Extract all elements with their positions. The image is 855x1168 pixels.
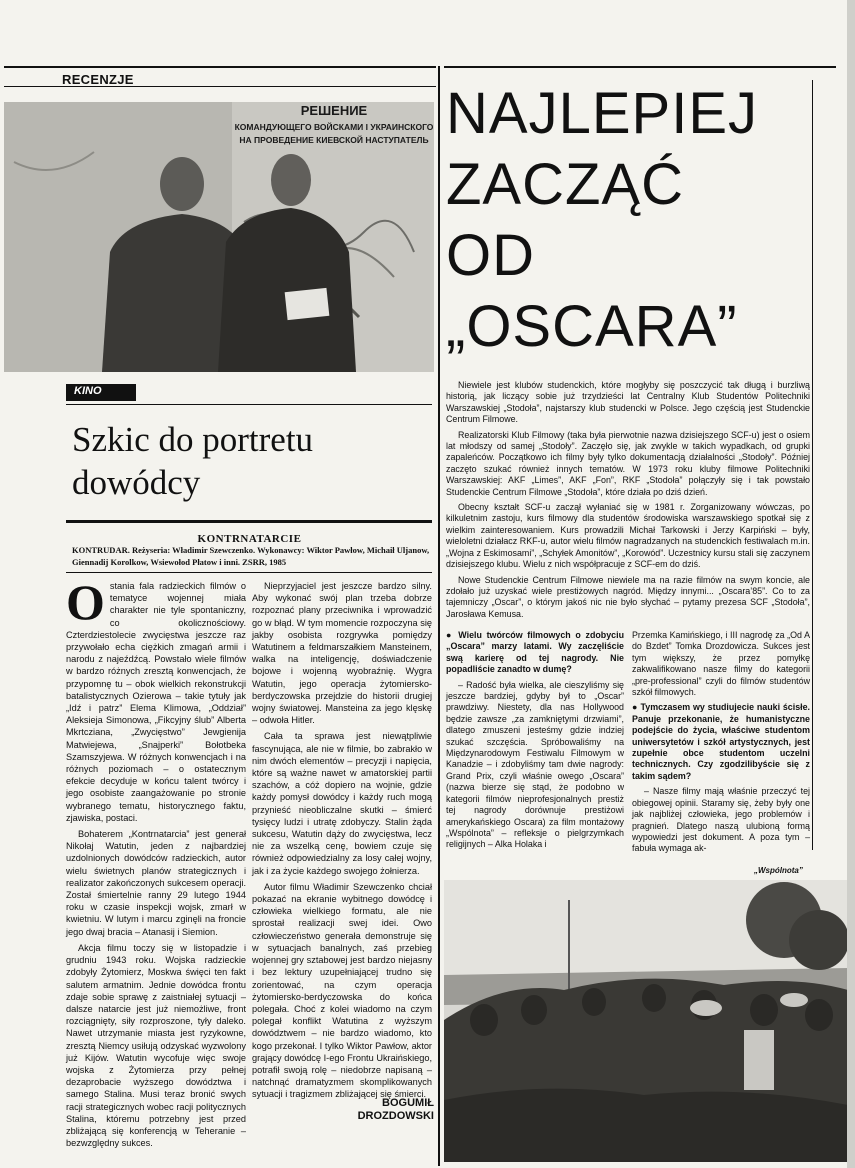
interview-column-2 (632, 630, 810, 859)
interview-column-1 (446, 630, 624, 855)
column-divider (438, 66, 440, 1166)
poster-line-2: КОМАНДУЮЩЕГО ВОЙСКАМИ I УКРАИНСКОГО (234, 122, 434, 132)
interview-headline: NAJLEPIEJ ZACZĄĆ OD „OSCARA” (446, 81, 758, 359)
article-title (72, 418, 422, 504)
review-paragraph: Autor filmu Władimir Szewczenko chciał pokazać na ekranie wybitnego dowódcę i człowieka wielkiego formatu, ale nie sprostał realizacji swej idei. Owo człowieczeństwo generała demonstruje się w sytuacjach banalnych, zaś przebieg wojennej gry sztabowej jest bardzo niejasny i bez lektury uzupełniającej trudno się zorientować, na czym operacja żytomiersko-berdyczowska do końca polegała. Choć z kolei wiadomo na czym polegał konflikt Watutina z wyższym dowództwem – nie bardzo wiadomo, kto kogo przekonał. I tylko Wiktor Pawłow, aktor grający dowódcę I-ego Frontu Ukraińskiego, potrafił swoją rolę – niedobrze napisaną – natchnąć dramatyzmem skomplikowanych sytuacji i tragizmem zbliżającej się śmierci. (252, 881, 432, 1100)
review-paragraph: Nieprzyjaciel jest jeszcze bardzo silny. Aby wykonać swój plan trzeba dobrze rozpoznać plany przeciwnika i wprowadzić go w błąd. W tym momencie rozpoczyna się jakby osobista rozgrywka pomiędzy Watutinem a feldmarszałkiem Mansteinem, walka na inteligencję, doświadczenie bojowe i wojenną wyobraźnię. Wygra Watutin, jego operacja żytomiersko-berdyczowska przejdzie do historii drugiej wojny światowej. Mansteina za jego klęskę – odwoła Hitler. (252, 581, 432, 726)
page-edge (847, 0, 855, 1168)
intro-paragraph: Nowe Studenckie Centrum Filmowe niewiele ma na razie filmów na swym koncie, ale zdołało już uzyskać wiele prestiżowych nagród. Między innymi... „Oscara’85”. Co to za tajemniczy „Oscar”, o którym jakoś nic nie było słychać – pytamy prezesa SCF „Stodoła”, Jarosława Kemusa. (446, 574, 810, 619)
category-label: KINO (66, 384, 136, 401)
credits-rule (66, 572, 432, 573)
review-paragraph: Bohaterem „Kontrnatarcia” jest generał Nikołaj Watutin, jeden z najbardziej uzdolnionych dowódców radzieckich, autor wielu świetnych planów strategicznych i realizator zakończonych sukcesem operacji. Został śmiertelnie ranny 29 lutego 1944 roku w czasie inspekcji wojsk, zmarł w kwietniu. W lutym i marcu zginęli na froncie jego dwaj bracia – Atanasij i Siemion. (66, 829, 246, 937)
interview-answer: Przemka Kamińskiego, i III nagrodę za „Od A do Bzdet” Tomka Drozdowicza. Sukces jest tym większy, że przez pomyłkę zakwalifikowano nasze filmy do kategorii „pre-professional” czyli do filmów studentów szkół filmowych. (632, 630, 810, 698)
interview-answer: – Nasze filmy mają właśnie przeczyć tej obiegowej opinii. Staramy się, żeby były one jak najbliżej człowieka, jego problemów i pragnień. Dlatego naszą ulubioną formą wypowiedzi jest dokument. A poza tym – fabuła wymaga ak- (632, 786, 810, 854)
interview-question: ● Tymczasem wy studiujecie nauki ścisłe. Panuje przekonanie, że humanistyczne podejście do życia, właściwe studentom uniwersytetów i szkół artystycznych, jest zupełnie obce studentom uczelni technicznych. Czy zgodzilibyście się z takim sądem? (632, 702, 810, 781)
article-title-line-2: dowódcy (72, 463, 201, 502)
photo-caption: „Wspólnota” (754, 866, 803, 875)
intro-paragraph: Niewiele jest klubów studenckich, które mogłyby się poszczycić tak długą i burzliwą historią, jak liczący sobie już trzydzieści lat Centralny Klub Studentów Politechniki Warszawskiej „Stodoła”, najstarszy klub studencki w Polsce. Jego częścią jest Studenckie Centrum Filmowe. (446, 380, 810, 425)
review-paragraph: Ostania fala radzieckich filmów o tematyce wojennej miała charakter nie tyle spontaniczny, co okolicznościowy. Czterdziestolecie zwycięstwa jeszcze raz przywołało echa ciężkich zmagań armii i narodu z najeźdźcą. Powstało wiele filmów w bardzo różnych zresztą konwencjach, że przypomnę tu – obok wielkich rekonstrukcji batalistycznych Ozierowa – takie tytuły jak „Idź i patrz” Elema Klimowa, „Oddział” Aleksieja Simonowa, „Fikcyjny ślub” Alberta Mkrtcziana, „Zwycięstwo” Jewgienija Matwiejewa, „Snajperki” Bołotbeka Szamszyjewa. W różnych konwencjach i na różnych poziomach – o ostatecznym efekcie decyduje w końcu talent twórcy i jego osobiste zaangażowanie po stronie wybranego tematu, historycznego faktu, zjawiska, postaci. (66, 574, 246, 823)
top-rule-left (4, 66, 436, 68)
review-paragraph: Akcja filmu toczy się w listopadzie i grudniu 1943 roku. Wojska radzieckie zdobyły Żytomierz, Moskwa święci ten fakt salutem armatnim. Jednie dowódca frontu zdaje sobie sprawę z zaistniałej sytuacji – dalsze natarcie jest już niemożliwe, front rozciągnięty, siły rozproszone, tyły daleko. Nawet utrzymanie miasta jest ryzykowne, zresztą Niemcy usiłują odzyskać wyzwolony już Kijów. Watutin wycofuje więc swoje wojska z Żytomierza przy pełnej dezaprobacie wyższego dowództwa i samego Stalina. Musi teraz bronić swych racji strategicznych wobec racji politycznych Stalina, któremu potrzebny jest przed zbliżającą się konferencją w Teheranie – bezwzględny sukces. (66, 942, 246, 1149)
interview-intro (446, 380, 810, 624)
poster-title: РЕШЕНИЕ (300, 103, 368, 118)
top-rule-right (444, 66, 836, 68)
article-title-line-1: Szkic do portretu (72, 420, 314, 459)
poster-line-3: НА ПРОВЕДЕНИЕ КИЕВСКОЙ НАСТУПАТЕЛЬ (239, 135, 429, 145)
section-label: RECENZJE (62, 72, 134, 87)
drop-cap: O (66, 574, 105, 630)
interview-question: ● Wielu twórców filmowych o zdobyciu „Oscara” marzy latami. Wy zaczęliście swą karierę od tej nagrody. Nie popadliście zanadto w dumę? (446, 630, 624, 675)
intro-paragraph: Obecny kształt SCF-u zaczął wyłaniać się w 1981 r. Zorganizowany wówczas, po kilkuletnim zastoju, kurs filmowy dla studentów środowiska warszawskiego spotkał się z wielkim zainteresowaniem. Kurs prowadzili Michał Tarkowski i Jerzy Karpiński – były, wieloletni działacz RKF-u, autor wielu filmów nagradzanych na studenckich festiwalach m.in. „Wojna z Eskimosami”, „Schyłek Amonitów”, „Korowód”. Uczestnicy kursu stali się zaczynem dzisiejszego klubu. Wielu z nich współpracuje z SCF-em do dziś. (446, 502, 810, 570)
interview-answer: – Radość była wielka, ale cieszyliśmy się jeszcze bardziej, gdyby był to „Oscar” prawdziwy. Niestety, dla nas Hollywood będzie zawsze „za zamkniętymi drzwiami”, dlatego zmuszeni jesteśmy gdzie indziej szukać szczęścia. Spróbowaliśmy na Międzynarodowym Festiwalu Filmowym w Kanadzie – i zdobyliśmy tam dwie nagrody: Grand Prix, czyli właśnie owego „Oscara” (nazwa bierze się stąd, że podobno w kategorii filmów nieprofesjonalnych prestiż tej nagrody dorównuje prestiżowi amerykańskiego Oscara) za film montażowy „Wspólnota” – refleksje o pielgrzymkach religijnych – Alka Holaka i (446, 679, 624, 850)
intro-paragraph: Realizatorski Klub Filmowy (taka była pierwotnie nazwa dzisiejszego SCF-u) jest o osiem lat młodszy od samej „Stodoły”. Zaczęło się, jak zwykle w takich wypadkach, od grupki zapaleńców. Początkowo ich filmy były tylko dokumentacją działalności „Stodoły”. Później zaczęto szukać również innych tematów. W 1973 roku kluby filmowe Politechniki Warszawskiej: AKF „Limes”, AKF „Fon”, RKF „Stodoła” połączyły się i tak powstało Studenckie Centrum Filmowe „Stodoła”, które działa po dziś dzień. (446, 429, 810, 497)
title-rule (66, 520, 432, 523)
category-rule (66, 404, 432, 405)
pilgrimage-photo (444, 880, 848, 1162)
film-credits: KONTRUDAR. Reżyseria: Władimir Szewczenko. Wykonawcy: Wiktor Pawłow, Michaił Uljanow, Giennadij Korolkow, Wsiewołod Płatow i inni. ZSRR, 1985 (72, 545, 430, 567)
review-column-2 (252, 580, 432, 1105)
review-column-1 (66, 574, 246, 1153)
film-still-photo (4, 102, 434, 372)
review-paragraph: Cała ta sprawa jest niewątpliwie fascynująca, ale nie w filmie, bo zabrakło w nim dwóch elementów – precyzji i napięcia, które są ważne nawet w amatorskiej partii szachów, a cóż dopiero na wojnie, gdzie każdy pomysł dowódcy i każdy ruch mogą przynieść nieobliczalne skutki – śmierć tysięcy ludzi i utratę zdobyczy. Stalin żąda sukcesu, Watutin dąży do zwycięstwa, lecz nie za wszelką cenę, bowiem czuje się również odpowiedzialny za losy całej wojny, jak i za życie każdego swojego żołnierza. (252, 731, 432, 876)
author-signature: BOGUMIŁ DROZDOWSKI (357, 1097, 434, 1122)
review-heading: KONTRNATARCIE (197, 533, 302, 545)
